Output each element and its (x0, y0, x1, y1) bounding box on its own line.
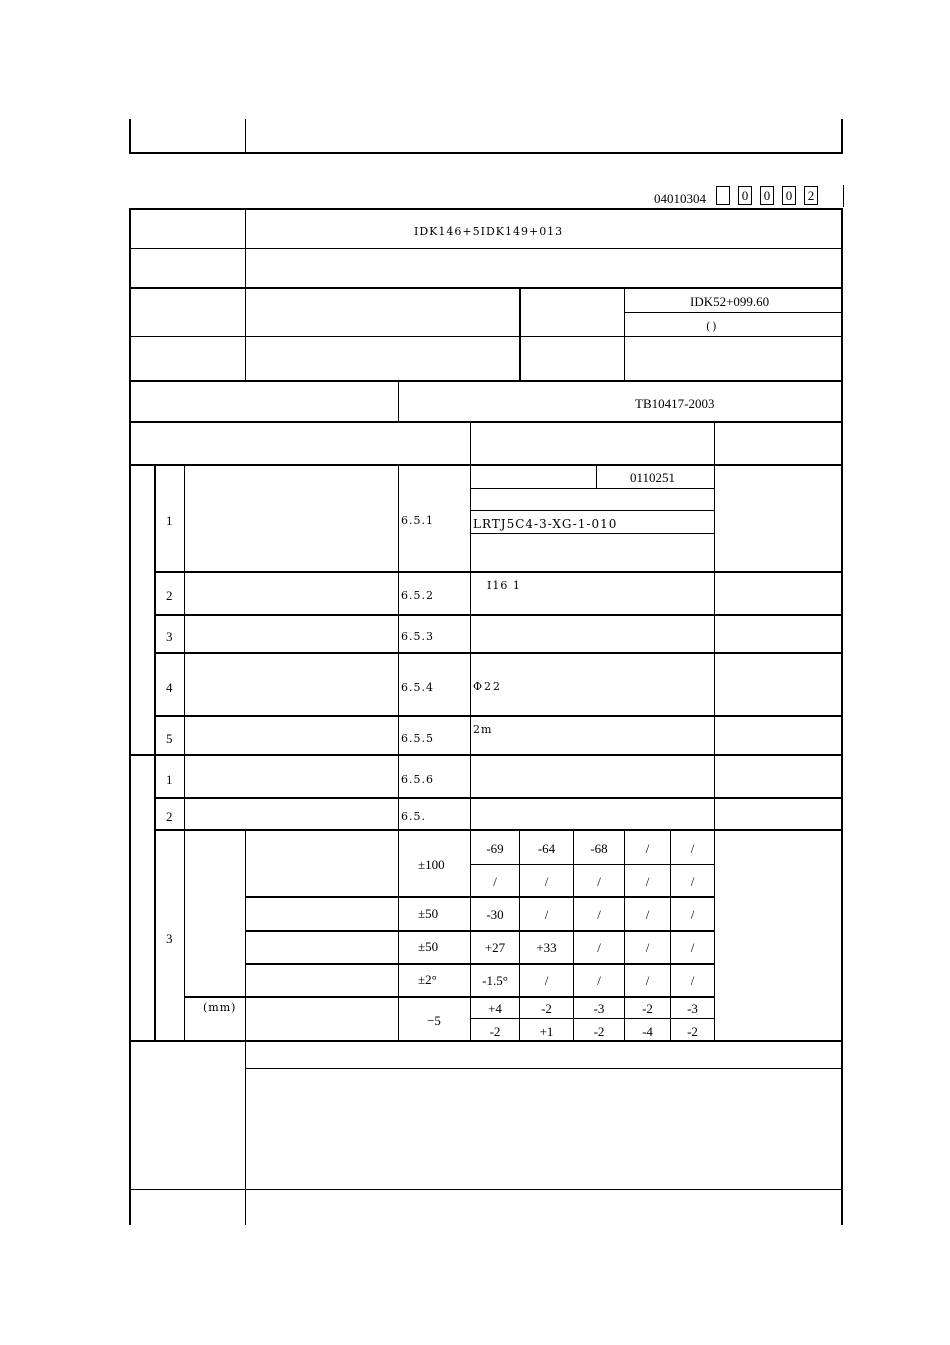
value-cell: / (690, 940, 695, 955)
value-cell: / (493, 874, 497, 889)
value-cell: / (544, 874, 549, 889)
main-item-2-clause: 6.5.2 (401, 589, 434, 602)
code-digit-2: 0 (738, 186, 752, 205)
value-cell: / (597, 874, 601, 889)
value-cell: -3 (593, 1001, 605, 1016)
value-cell: / (690, 973, 695, 988)
value-cell: -2 (593, 1024, 605, 1039)
general-item-1-clause: 6.5.6 (401, 773, 434, 786)
value-cell: / (544, 973, 549, 988)
code-digit-1 (716, 186, 730, 205)
main-item-4-no: 4 (166, 680, 173, 695)
value-cell: / (645, 973, 650, 988)
main-item-1-clause: 6.5.1 (401, 514, 434, 527)
value-cell: / (645, 874, 650, 889)
code-digit-3: 0 (760, 186, 774, 205)
main-item-3-clause: 6.5.3 (401, 630, 434, 643)
item3-row-4-tol: ±2° (418, 972, 437, 987)
code-prefix: 04010304 (654, 191, 706, 206)
main-item-1-no: 1 (166, 513, 173, 528)
value-cell: +4 (488, 1001, 502, 1016)
value-cell: / (544, 907, 549, 922)
value-cell: / (597, 973, 601, 988)
value-cell: / (690, 841, 695, 856)
code-digit-4: 0 (782, 186, 796, 205)
value-cell: -4 (642, 1024, 653, 1039)
value-cell: -2 (642, 1001, 653, 1016)
value-cell: -68 (590, 841, 608, 856)
item3-row-2-tol: ±50 (418, 906, 439, 921)
value-cell: / (597, 940, 601, 955)
value-cell: -3 (687, 1001, 698, 1016)
main-item-4-clause: 6.5.4 (401, 681, 434, 694)
value-cell: / (690, 874, 695, 889)
value-cell: -30 (486, 907, 504, 922)
value-cell: -1.5° (482, 973, 508, 988)
main-item-5-record-1: 2m (473, 723, 493, 736)
item3-unit: (mm) (203, 1001, 237, 1014)
main-item-1-record-3: LRTJ5C4-3-XG-1-010 (473, 517, 618, 531)
value-cell: -2 (541, 1001, 552, 1016)
inspection-value-1: IDK52+099.60 (690, 294, 770, 309)
value-cell: +33 (536, 940, 557, 955)
value-cell: -2 (687, 1024, 698, 1039)
value-cell: +1 (539, 1024, 554, 1039)
unit-project-value: IDK146+5IDK149+013 (414, 225, 564, 238)
value-cell: -2 (489, 1024, 501, 1039)
item3-row-5-tol: −5 (427, 1013, 441, 1028)
main-item-2-record-1: I16 1 (487, 579, 521, 592)
value-cell: +27 (484, 940, 506, 955)
item3-row-3-tol: ±50 (418, 939, 439, 954)
general-item-1-no: 1 (166, 772, 173, 787)
value-cell: / (597, 907, 601, 922)
general-item-2-clause: 6.5. (401, 810, 426, 823)
main-item-5-no: 5 (166, 731, 173, 746)
main-item-2-no: 2 (166, 588, 173, 603)
value-cell: -64 (537, 841, 556, 856)
value-cell: / (645, 940, 650, 955)
general-item-3-no: 3 (166, 931, 173, 946)
main-item-4-record-2: Φ22 (473, 680, 503, 693)
code-digit-5: 2 (804, 186, 818, 205)
value-cell: -69 (486, 841, 504, 856)
value-cell: / (645, 841, 650, 856)
value-cell: / (645, 907, 650, 922)
standard-code: TB10417-2003 (635, 396, 715, 411)
main-item-5-clause: 6.5.5 (401, 732, 434, 745)
main-item-1-record-num: 0110251 (630, 470, 676, 485)
main-item-3-no: 3 (166, 629, 173, 644)
item3-row-1-tol: ±100 (418, 857, 445, 872)
inspection-value-2: () (706, 320, 719, 333)
value-cell: / (690, 907, 695, 922)
general-item-2-no: 2 (166, 809, 173, 824)
